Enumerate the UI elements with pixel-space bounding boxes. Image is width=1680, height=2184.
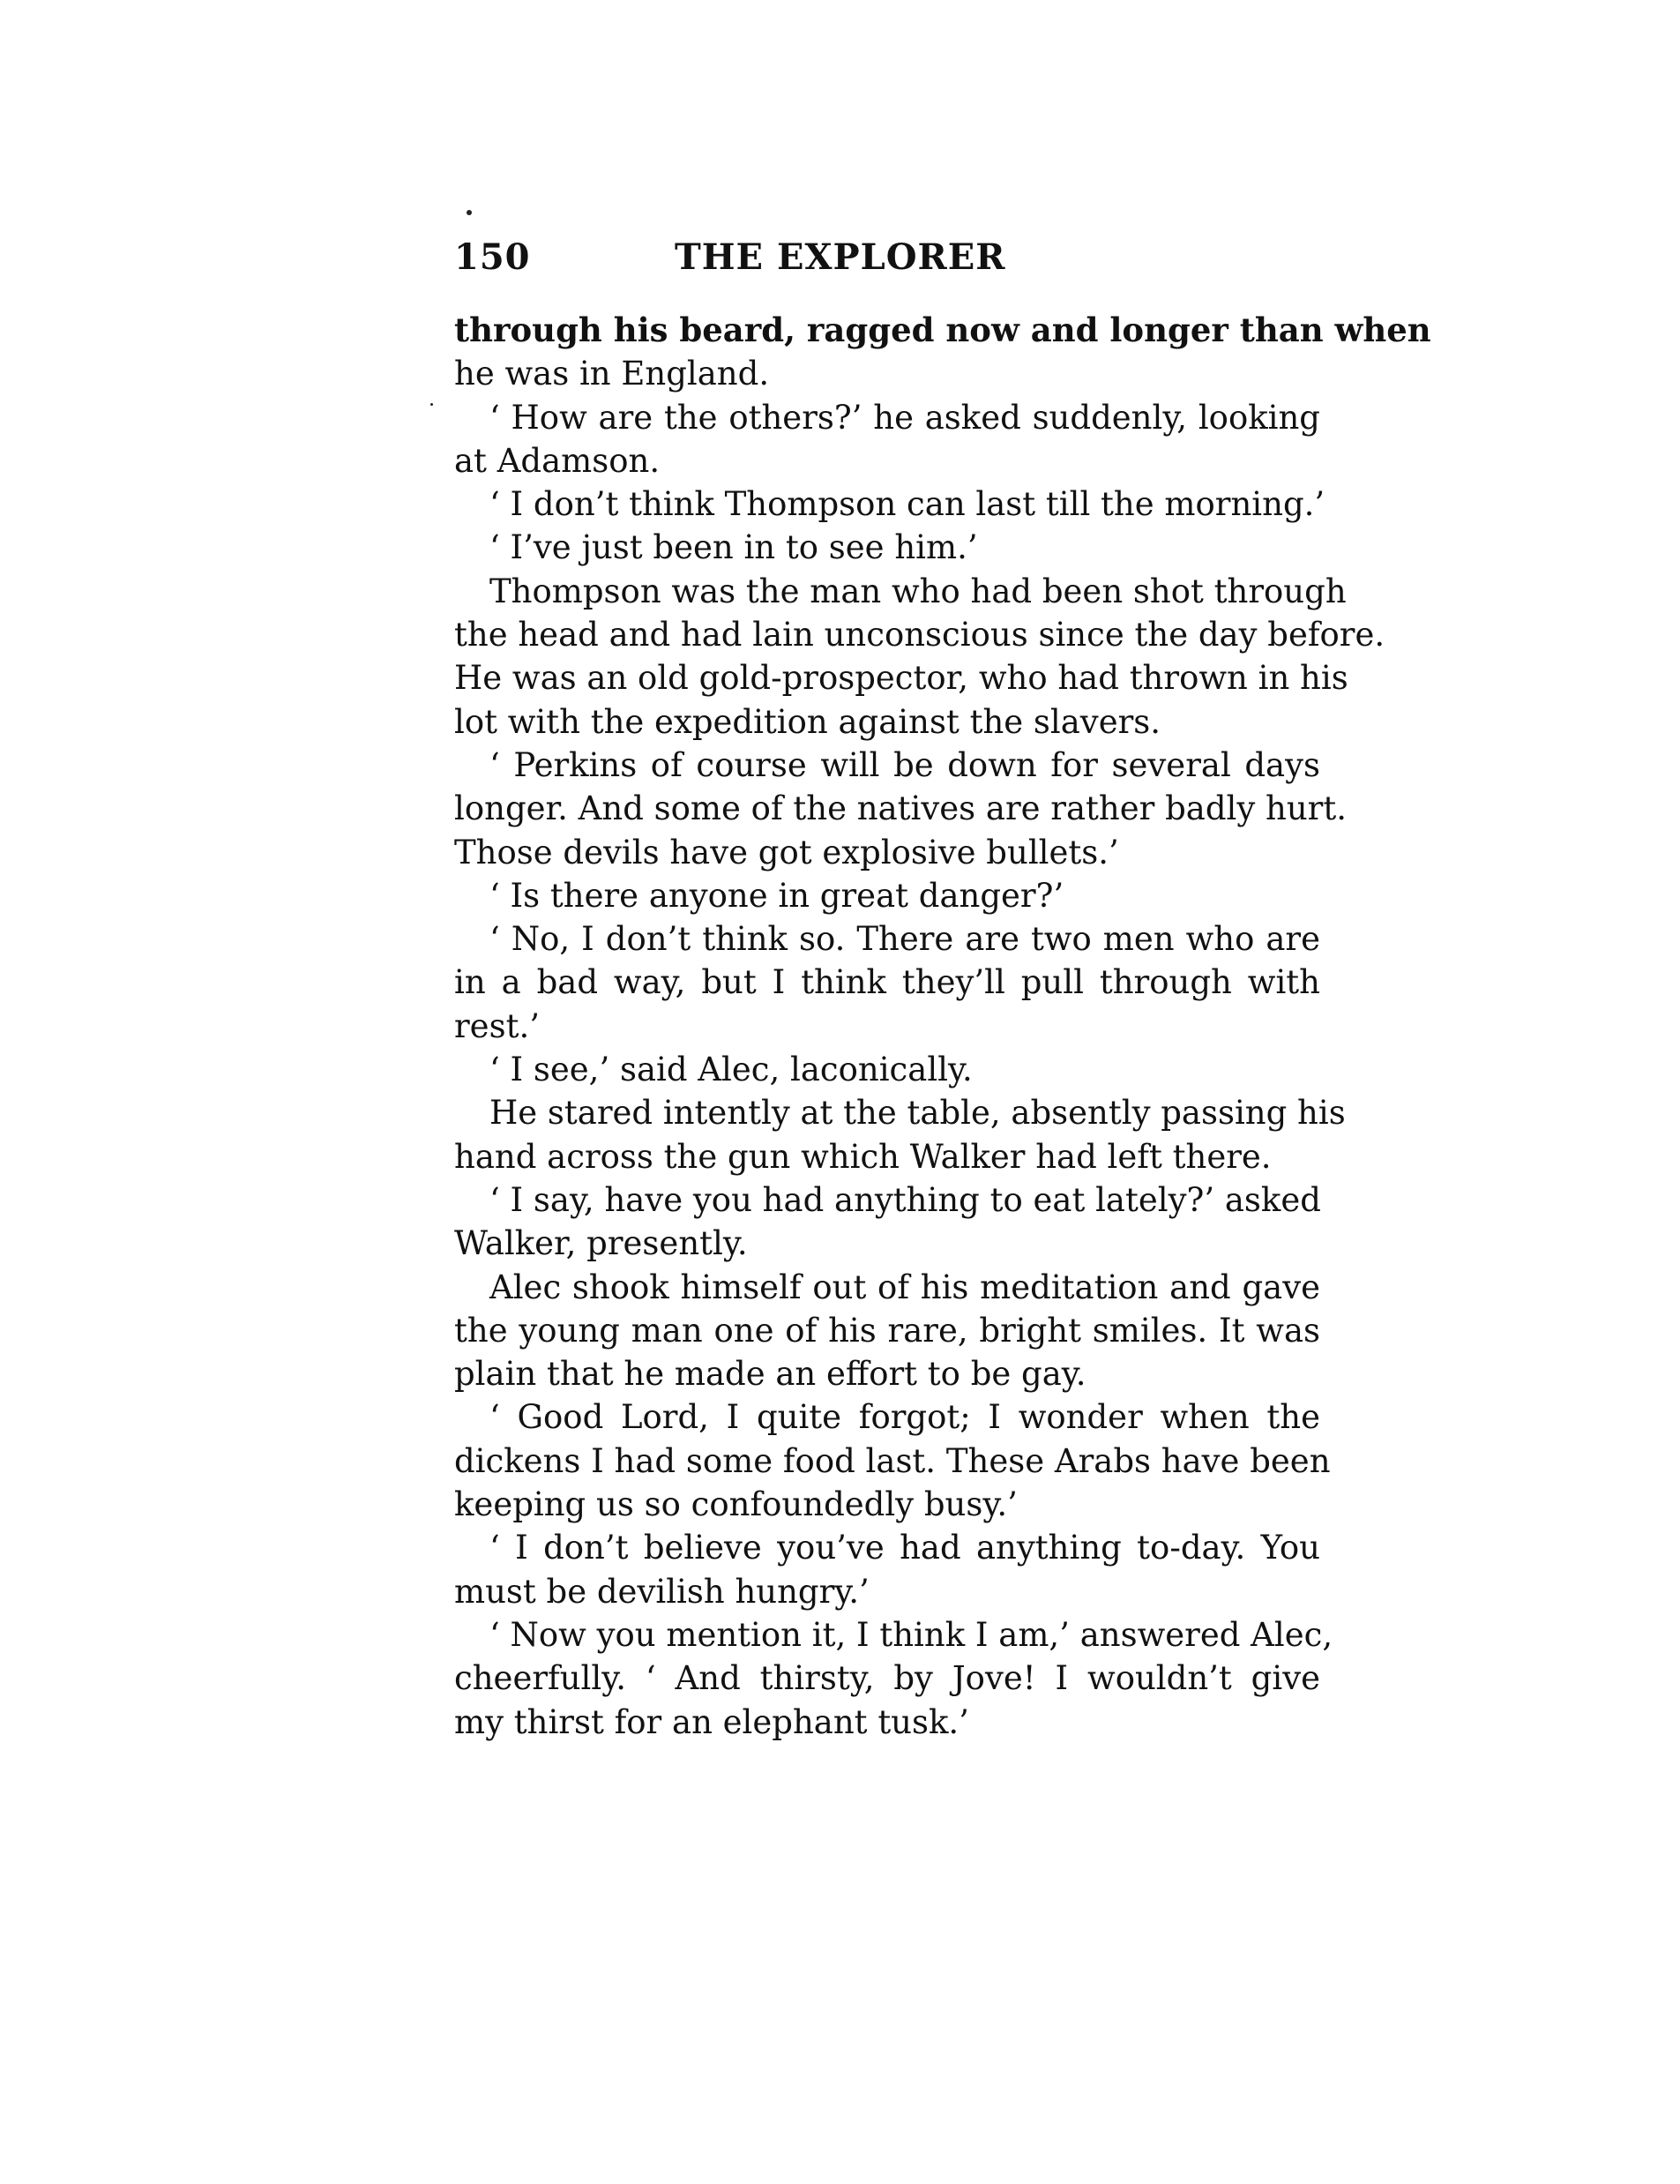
text-line: the young man one of his rare, bright smiles. It was: [454, 1311, 1320, 1350]
ink-speck: [430, 403, 433, 406]
text-line: dickens I had some food last. These Arabs have been: [454, 1441, 1331, 1480]
text-line: ‘ I’ve just been in to see him.’: [489, 528, 978, 567]
text-line: ‘ Perkins of course will be down for several days: [489, 745, 1320, 784]
text-line: Those devils have got explosive bullets.’: [454, 833, 1119, 871]
running-title: THE EXPLORER: [675, 236, 1006, 278]
text-line: ‘ Good Lord, I quite forgot; I wonder when the: [489, 1398, 1320, 1437]
text-line: ‘ Is there anyone in great danger?’: [489, 876, 1064, 915]
text-line: ‘ Now you mention it, I think I am,’ answered Alec,: [489, 1615, 1333, 1654]
text-line: lot with the expedition against the slavers.: [454, 702, 1161, 741]
ink-speck: [467, 210, 472, 215]
text-line: Alec shook himself out of his meditation and gave: [489, 1268, 1320, 1306]
text-line: ‘ I don’t believe you’ve had anything to-day. You: [489, 1529, 1320, 1567]
text-line: ‘ I don’t think Thompson can last till the morning.’: [489, 485, 1325, 524]
text-line: the head and had lain unconscious since the day before.: [454, 616, 1385, 654]
text-line: my thirst for an elephant tusk.’: [454, 1702, 969, 1741]
text-line: at Adamson.: [454, 441, 661, 480]
text-line: through his beard, ragged now and longer than when: [454, 310, 1431, 349]
text-line: must be devilish hungry.’: [454, 1572, 870, 1611]
text-line: ‘ I see,’ said Alec, laconically.: [489, 1051, 973, 1089]
text-line: He was an old gold-prospector, who had thrown in his: [454, 659, 1348, 698]
text-line: keeping us so confoundedly busy.’: [454, 1485, 1018, 1524]
text-line: He stared intently at the table, absently passing his: [489, 1094, 1346, 1133]
text-line: ‘ How are the others?’ he asked suddenly, looking: [489, 398, 1320, 437]
page-header: [454, 236, 1320, 289]
text-line: ‘ No, I don’t think so. There are two men who are: [489, 920, 1320, 959]
body-text: [454, 309, 1431, 1744]
text-line: in a bad way, but I think they’ll pull through with: [454, 963, 1320, 1002]
text-line: Thompson was the man who had been shot through: [489, 572, 1347, 610]
page-number: 150: [454, 236, 531, 278]
text-line: rest.’: [454, 1006, 540, 1045]
text-line: cheerfully. ‘ And thirsty, by Jove! I wouldn’t give: [454, 1659, 1320, 1698]
text-line: plain that he made an effort to be gay.: [454, 1355, 1086, 1394]
text-line: longer. And some of the natives are rather badly hurt.: [454, 789, 1347, 828]
text-line: Walker, presently.: [454, 1224, 748, 1263]
text-line: hand across the gun which Walker had left there.: [454, 1137, 1272, 1176]
text-line: he was in England.: [454, 355, 770, 393]
text-line: ‘ I say, have you had anything to eat lately?’ asked: [489, 1180, 1321, 1219]
